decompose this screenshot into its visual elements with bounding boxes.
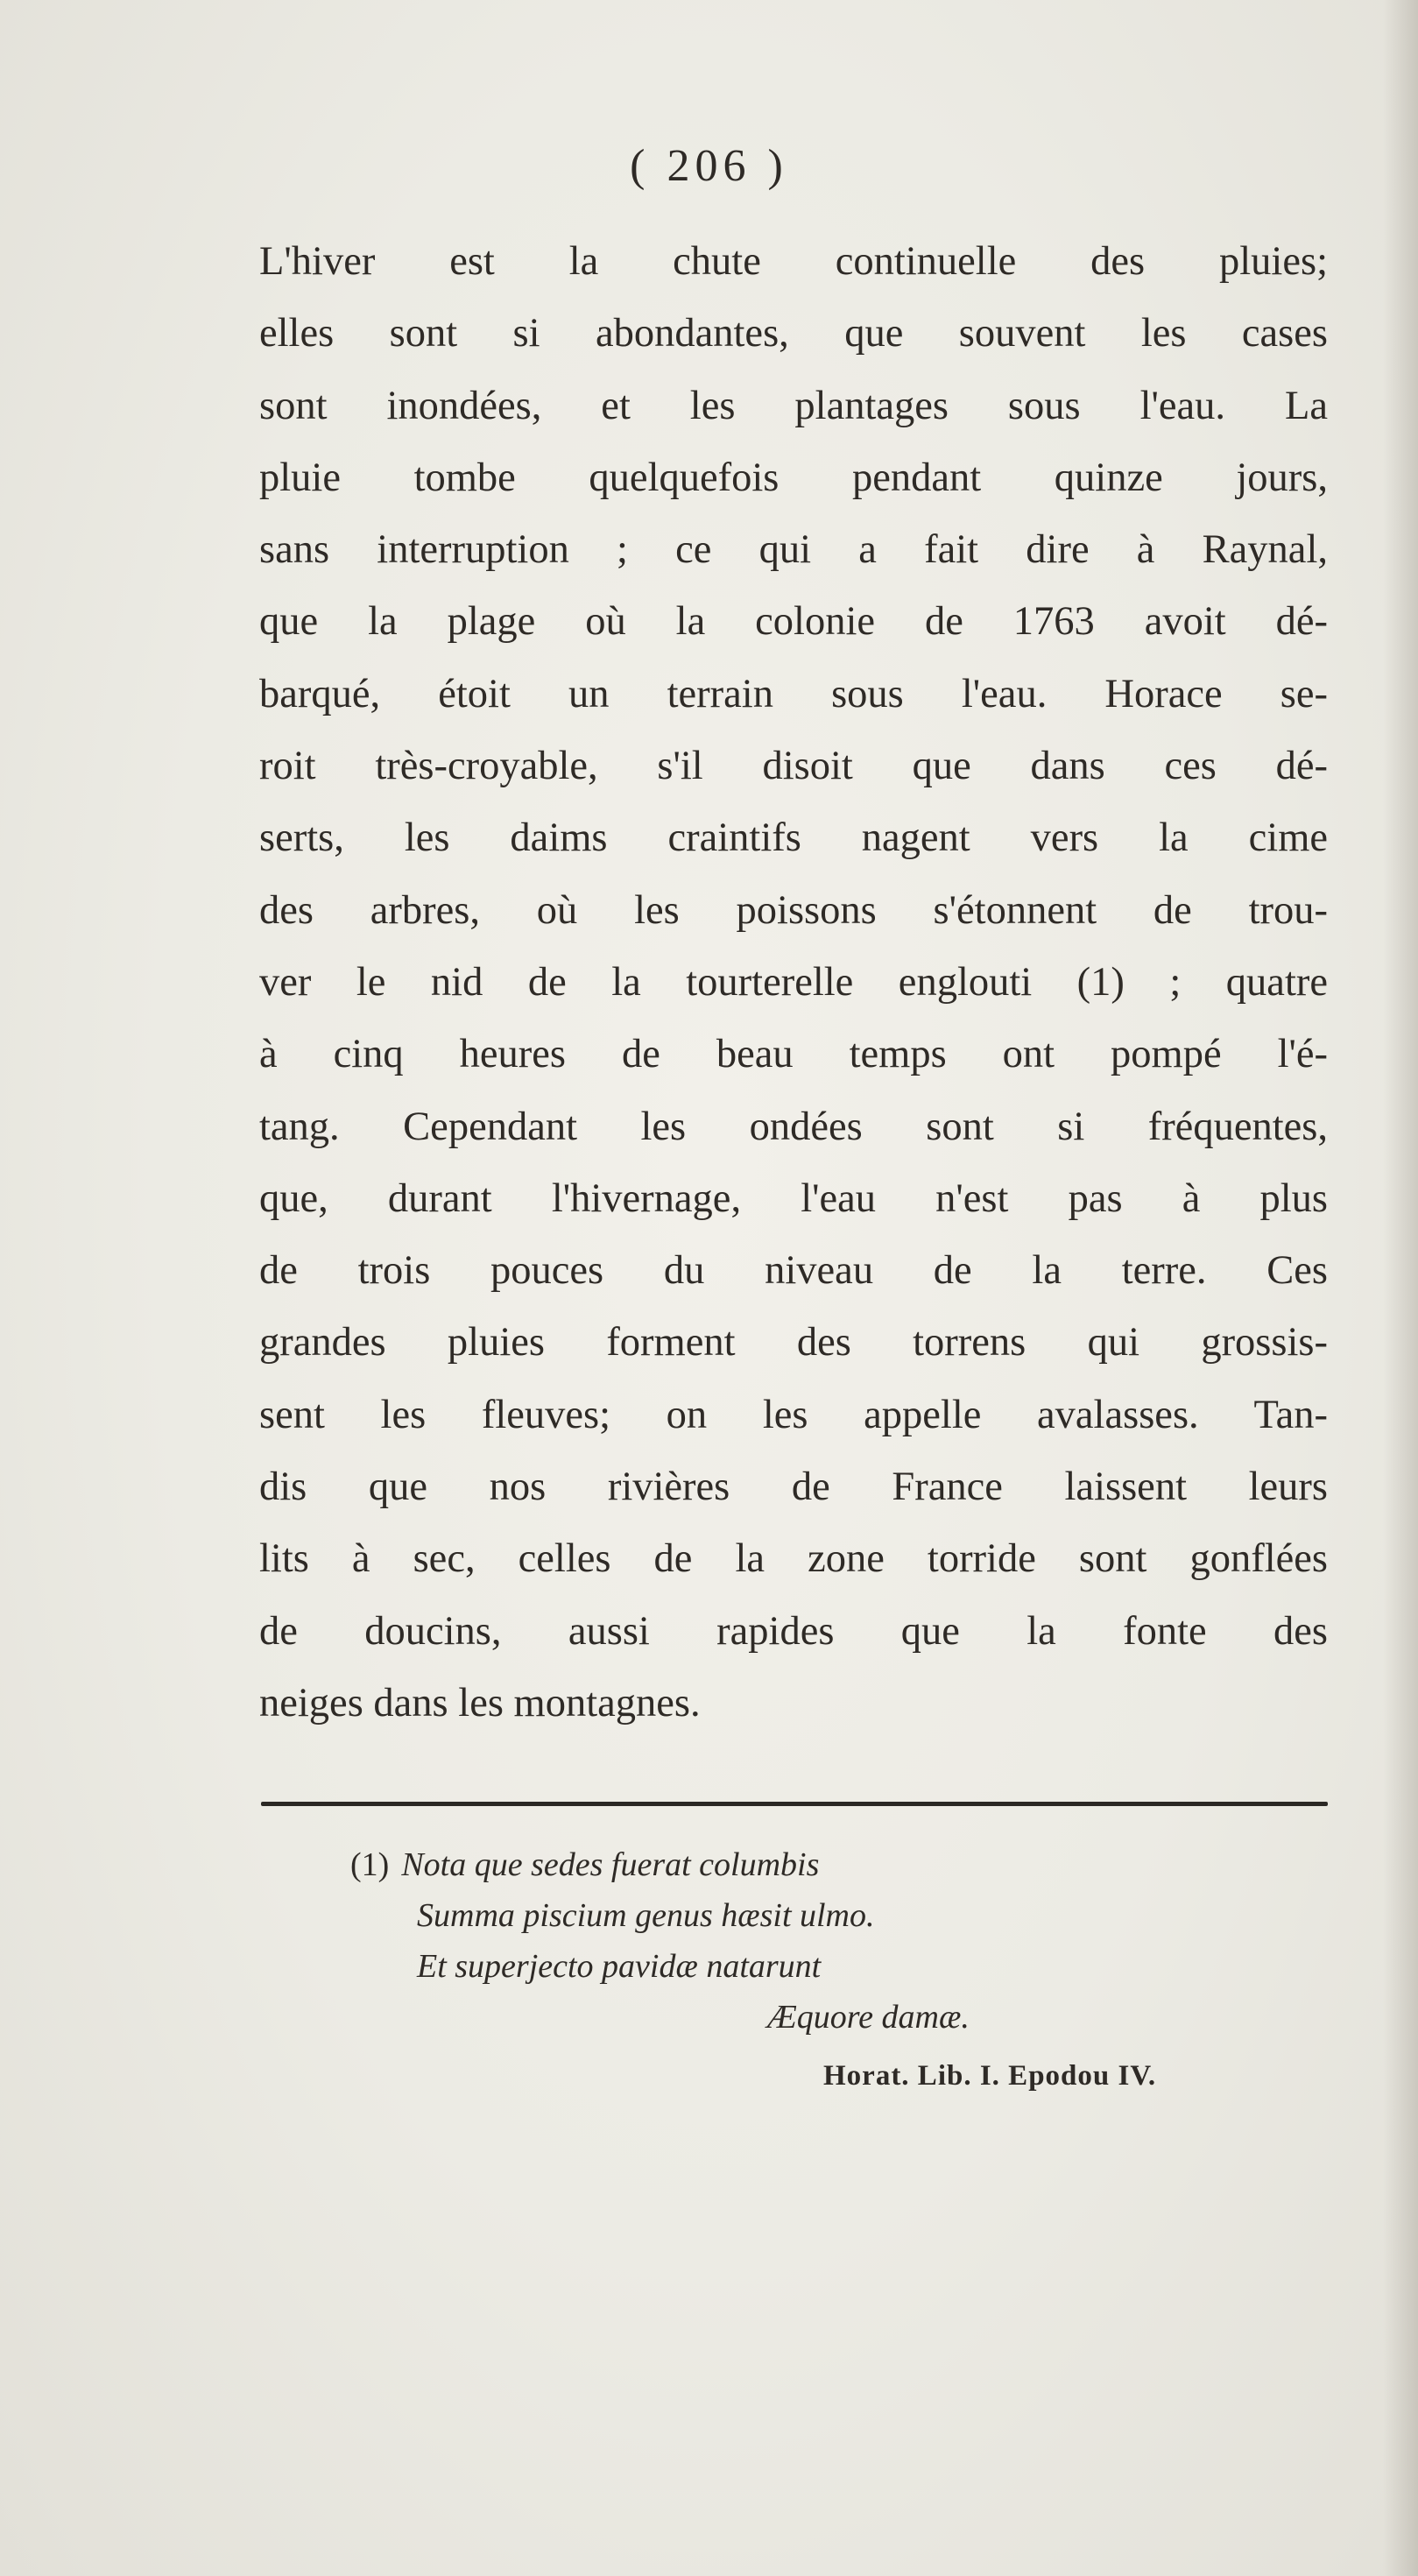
page-edge-shadow <box>1383 0 1418 2576</box>
text-line: des arbres, où les poissons s'étonnent de trou- <box>259 887 1328 933</box>
main-paragraph <box>259 226 1328 1740</box>
text-line: de trois pouces du niveau de la terre. Ces <box>259 1248 1328 1294</box>
footnote-marker: (1) <box>350 1846 390 1883</box>
text-line: tang. Cependant les ondées sont si fréquentes, <box>259 1104 1328 1149</box>
footnote-line-text: Nota que sedes fuerat columbis <box>401 1846 820 1883</box>
text-line: barqué, étoit un terrain sous l'eau. Horace se- <box>259 671 1328 716</box>
text-line: de doucins, aussi rapides que la fonte des <box>259 1608 1328 1654</box>
text-line: serts, les daims craintifs nagent vers la cime <box>259 815 1328 861</box>
text-line: que la plage où la colonie de 1763 avoit dé- <box>259 599 1328 645</box>
page-number: ( 206 ) <box>630 141 788 191</box>
text-line: dis que nos rivières de France laissent leurs <box>259 1464 1328 1510</box>
text-line: que, durant l'hivernage, l'eau n'est pas à plus <box>259 1175 1328 1221</box>
text-line: pluie tombe quelquefois pendant quinze jours, <box>259 455 1328 500</box>
text-line: elles sont si abondantes, que souvent les cases <box>259 311 1328 356</box>
footnote-line: Summa piscium genus hæsit ulmo. <box>417 1897 875 1934</box>
text-line: roit très-croyable, s'il disoit que dans ces dé- <box>259 744 1328 789</box>
text-line: sans interruption ; ce qui a fait dire à Raynal, <box>259 527 1328 573</box>
footnote-line: Æquore damæ. <box>767 1999 970 2036</box>
text-line: sont inondées, et les plantages sous l'eau. La <box>259 383 1328 428</box>
text-line: lits à sec, celles de la zone torride sont gonflées <box>259 1536 1328 1582</box>
footnote-line <box>350 1839 1314 1890</box>
text-line: grandes pluies forment des torrens qui grossis- <box>259 1320 1328 1366</box>
footnote <box>350 1839 1314 2043</box>
text-line: ver le nid de la tourterelle englouti (1) ; quatre <box>259 959 1328 1005</box>
footnote-citation: Horat. Lib. I. Epodou IV. <box>823 2060 1157 2092</box>
text-line-last: neiges dans les montagnes. <box>259 1680 701 1726</box>
text-line: sent les fleuves; on les appelle avalasses. Tan- <box>259 1392 1328 1437</box>
footnote-divider <box>261 1802 1328 1806</box>
text-line: L'hiver est la chute continuelle des pluies; <box>259 239 1328 284</box>
text-line: à cinq heures de beau temps ont pompé l'é- <box>259 1032 1328 1077</box>
footnote-line: Et superjecto pavidæ natarunt <box>417 1948 822 1985</box>
